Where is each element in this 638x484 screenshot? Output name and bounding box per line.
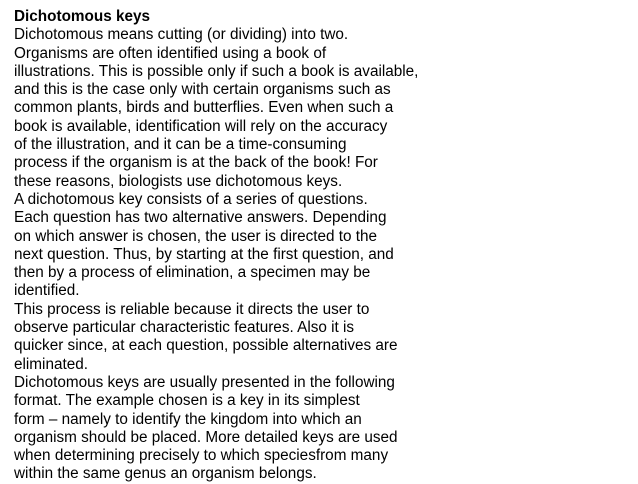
text-line: when determining precisely to which speciesfrom many: [14, 447, 389, 465]
text-line: within the same genus an organism belongs.: [14, 465, 317, 483]
text-line: organism should be placed. More detailed keys are used: [14, 428, 398, 446]
text-line: then by a process of elimination, a specimen may be: [14, 264, 371, 282]
text-line: these reasons, biologists use dichotomous keys.: [14, 172, 343, 190]
text-line: Each question has two alternative answers. Depending: [14, 209, 387, 227]
document-title: Dichotomous keys: [14, 8, 151, 25]
text-line: Dichotomous means cutting (or dividing) into two.: [14, 26, 349, 44]
text-line: format. The example chosen is a key in its simplest: [14, 392, 360, 410]
text-line: common plants, birds and butterflies. Even when such a: [14, 99, 394, 117]
text-line: A dichotomous key consists of a series of questions.: [14, 190, 368, 208]
text-line: on which answer is chosen, the user is directed to the: [14, 227, 378, 245]
text-line: observe particular characteristic features. Also it is: [14, 319, 355, 337]
text-line: form – namely to identify the kingdom into which an: [14, 410, 362, 428]
text-line: of the illustration, and it can be a time-consuming: [14, 136, 347, 154]
text-line: quicker since, at each question, possible alternatives are: [14, 337, 398, 355]
text-line: This process is reliable because it directs the user to: [14, 300, 370, 318]
text-line: Organisms are often identified using a book of: [14, 44, 327, 62]
text-line: identified.: [14, 282, 80, 300]
text-line: book is available, identification will rely on the accuracy: [14, 117, 388, 135]
text-line: and this is the case only with certain organisms such as: [14, 81, 391, 99]
text-line: eliminated.: [14, 355, 88, 373]
text-line: illustrations. This is possible only if such a book is available,: [14, 62, 419, 80]
text-line: next question. Thus, by starting at the first question, and: [14, 245, 394, 263]
text-line: process if the organism is at the back of the book! For: [14, 154, 378, 172]
text-line: Dichotomous keys are usually presented in the following: [14, 373, 395, 391]
document-body: [14, 8, 634, 484]
